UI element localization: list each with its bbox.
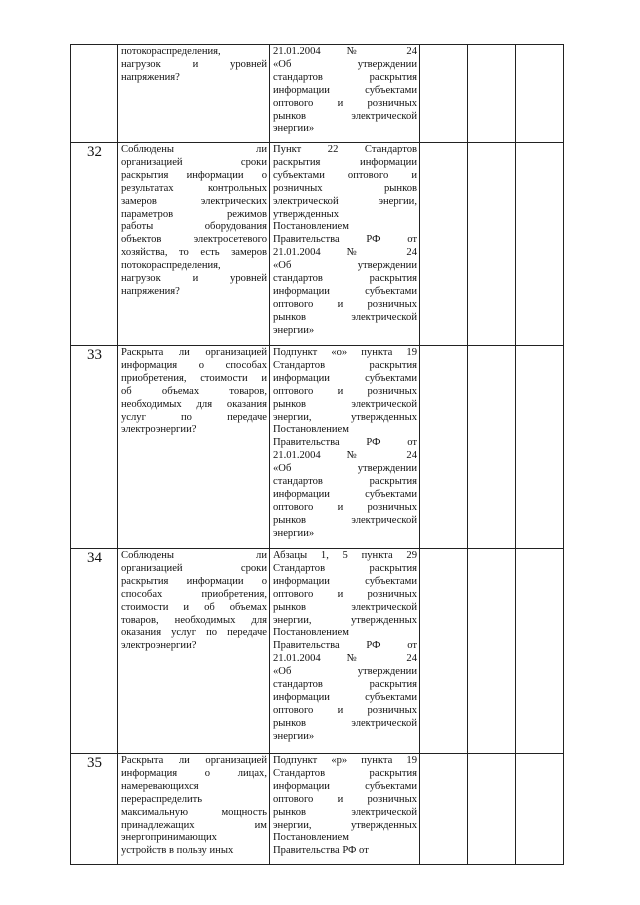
question-text-line: раскрытия информации о — [121, 169, 267, 181]
table-row — [71, 45, 564, 143]
legal-basis-text-line: информации субъектами — [273, 780, 417, 792]
legal-basis-text-line: стандартов раскрытия — [273, 476, 417, 488]
legal-basis-text-line: энергии» — [273, 123, 315, 135]
question-cell — [118, 346, 270, 549]
legal-basis-text-line: оптового и розничных — [273, 704, 417, 716]
legal-basis-text-line: стандартов раскрытия — [273, 679, 417, 691]
row-number-cell — [71, 143, 118, 346]
legal-basis-text-line: Стандартов раскрытия — [273, 359, 417, 371]
question-text-line: информация о способах — [121, 359, 267, 371]
answer-no-cell — [468, 45, 516, 143]
answer-yes-cell — [420, 754, 468, 865]
legal-basis-text-line: информации субъектами — [273, 691, 417, 703]
question-text-line: хозяйства, то есть замеров — [121, 247, 267, 259]
legal-basis-text-line: Постановлением — [273, 832, 349, 844]
legal-basis-text-line: энергии» — [273, 730, 315, 742]
legal-basis-text-line: энергии, утвержденных — [273, 614, 417, 626]
question-text-line: оказания услуг по передаче — [121, 627, 267, 639]
question-text-line: нагрузок и уровней — [121, 273, 267, 285]
checklist-table — [70, 44, 564, 865]
answer-na-cell — [516, 143, 564, 346]
row-number: 34 — [87, 550, 102, 566]
question-cell — [118, 754, 270, 865]
legal-basis-text-line: утвержденных — [273, 208, 340, 220]
question-text-line: Соблюдены ли — [121, 550, 267, 561]
legal-basis-cell — [270, 549, 420, 754]
question-text-line: напряжения? — [121, 71, 180, 83]
question-text-line: потокораспределения, — [121, 260, 221, 272]
question-text-line: энергопринимающих — [121, 832, 217, 844]
row-number-cell — [71, 45, 118, 143]
question-text-line: замеров электрических — [121, 195, 267, 207]
legal-basis-cell — [270, 143, 420, 346]
legal-basis-text-line: Правительства РФ от — [273, 437, 417, 449]
legal-basis-text-line: Абзацы 1, 5 пункта 29 — [273, 550, 417, 561]
legal-basis-text-line: 21.01.2004 № 24 — [273, 653, 417, 665]
legal-basis-text-line: раскрытия информации — [273, 156, 417, 168]
question-text-line: электроэнергии? — [121, 640, 197, 652]
question-text-line: способах приобретения, — [121, 588, 267, 600]
legal-basis-text-line: энергии» — [273, 324, 315, 336]
question-text-line: устройств в пользу иных — [121, 845, 234, 857]
row-number-cell — [71, 754, 118, 865]
legal-basis-text-line: энергии, утвержденных — [273, 411, 417, 423]
answer-yes-cell — [420, 45, 468, 143]
legal-basis-text-line: «Об утверждении — [273, 463, 417, 475]
question-text-line: приобретения, стоимости и — [121, 372, 267, 384]
legal-basis-text-line: рынков электрической — [273, 806, 417, 818]
legal-basis-text-line: стандартов раскрытия — [273, 71, 417, 83]
legal-basis-text-line: рынков электрической — [273, 398, 417, 410]
question-text-line: перераспределить — [121, 793, 203, 805]
answer-na-cell — [516, 346, 564, 549]
legal-basis-text-line: энергии, утвержденных — [273, 819, 417, 831]
question-text-line: объектов электросетевого — [121, 234, 267, 246]
row-number-cell — [71, 549, 118, 754]
question-text-line: необходимых для оказания — [121, 398, 267, 410]
answer-yes-cell — [420, 346, 468, 549]
question-text-line: об объемах товаров, — [121, 385, 267, 397]
question-text-line: результатах контрольных — [121, 182, 267, 194]
legal-basis-text-line: 21.01.2004 № 24 — [273, 450, 417, 462]
question-cell — [118, 143, 270, 346]
legal-basis-cell — [270, 346, 420, 549]
legal-basis-text-line: стандартов раскрытия — [273, 273, 417, 285]
question-text-line: электроэнергии? — [121, 424, 197, 436]
legal-basis-text-line: «Об утверждении — [273, 260, 417, 272]
question-text-line: напряжения? — [121, 285, 180, 297]
question-text-line: нагрузок и уровней — [121, 58, 267, 70]
question-text-line: Раскрыта ли организацией — [121, 347, 267, 358]
legal-basis-text-line: информации субъектами — [273, 575, 417, 587]
question-text-line: потокораспределения, — [121, 46, 221, 57]
table-row — [71, 346, 564, 549]
answer-no-cell — [468, 143, 516, 346]
legal-basis-text-line: рынков электрической — [273, 311, 417, 323]
question-text-line: информация о лицах, — [121, 767, 267, 779]
legal-basis-text-line: Правительства РФ от — [273, 640, 417, 652]
question-text-line: принадлежащих им — [121, 819, 267, 831]
legal-basis-text-line: Подпункт «р» пункта 19 — [273, 755, 417, 766]
legal-basis-text-line: Стандартов раскрытия — [273, 767, 417, 779]
legal-basis-text-line: розничных рынков — [273, 182, 417, 194]
legal-basis-text-line: информации субъектами — [273, 488, 417, 500]
legal-basis-text-line: Стандартов раскрытия — [273, 562, 417, 574]
legal-basis-text-line: рынков электрической — [273, 717, 417, 729]
answer-na-cell — [516, 45, 564, 143]
legal-basis-text-line: информации субъектами — [273, 84, 417, 96]
legal-basis-text-line: Правительства РФ от — [273, 234, 417, 246]
answer-no-cell — [468, 549, 516, 754]
row-number: 35 — [87, 755, 102, 771]
table-row — [71, 754, 564, 865]
question-text-line: организацией сроки — [121, 156, 267, 168]
answer-yes-cell — [420, 549, 468, 754]
legal-basis-text-line: рынков электрической — [273, 601, 417, 613]
legal-basis-text-line: «Об утверждении — [273, 58, 417, 70]
answer-na-cell — [516, 549, 564, 754]
legal-basis-text-line: информации субъектами — [273, 285, 417, 297]
question-text-line: товаров, необходимых для — [121, 614, 267, 626]
question-text-line: стоимости и об объемах — [121, 601, 267, 613]
question-text-line: услуг по передаче — [121, 411, 267, 423]
legal-basis-text-line: субъектами оптового и — [273, 169, 417, 181]
answer-na-cell — [516, 754, 564, 865]
legal-basis-text-line: оптового и розничных — [273, 501, 417, 513]
legal-basis-text-line: Постановлением — [273, 627, 349, 639]
legal-basis-text-line: «Об утверждении — [273, 666, 417, 678]
legal-basis-text-line: 21.01.2004 № 24 — [273, 46, 417, 57]
legal-basis-text-line: оптового и розничных — [273, 793, 417, 805]
legal-basis-text-line: оптового и розничных — [273, 588, 417, 600]
legal-basis-text-line: оптового и розничных — [273, 298, 417, 310]
row-number-cell — [71, 346, 118, 549]
legal-basis-text-line: рынков электрической — [273, 514, 417, 526]
legal-basis-text-line: Правительства РФ от — [273, 845, 369, 857]
answer-no-cell — [468, 346, 516, 549]
legal-basis-text-line: энергии» — [273, 527, 315, 539]
legal-basis-text-line: оптового и розничных — [273, 385, 417, 397]
question-cell — [118, 549, 270, 754]
question-text-line: работы оборудования — [121, 221, 267, 233]
question-text-line: максимальную мощность — [121, 806, 267, 818]
row-number: 33 — [87, 347, 102, 363]
table-row — [71, 143, 564, 346]
legal-basis-text-line: 21.01.2004 № 24 — [273, 247, 417, 259]
question-text-line: намеревающихся — [121, 780, 199, 792]
table-row — [71, 549, 564, 754]
question-text-line: Соблюдены ли — [121, 144, 267, 155]
legal-basis-text-line: Постановлением — [273, 424, 349, 436]
legal-basis-cell — [270, 754, 420, 865]
question-text-line: параметров режимов — [121, 208, 267, 220]
answer-no-cell — [468, 754, 516, 865]
question-text-line: раскрытия информации о — [121, 575, 267, 587]
legal-basis-text-line: электрической энергии, — [273, 195, 417, 207]
legal-basis-text-line: Подпункт «о» пункта 19 — [273, 347, 417, 358]
row-number: 32 — [87, 144, 102, 160]
legal-basis-text-line: Постановлением — [273, 221, 349, 233]
legal-basis-cell — [270, 45, 420, 143]
legal-basis-text-line: Пункт 22 Стандартов — [273, 144, 417, 155]
legal-basis-text-line: информации субъектами — [273, 372, 417, 384]
question-text-line: организацией сроки — [121, 562, 267, 574]
legal-basis-text-line: рынков электрической — [273, 110, 417, 122]
question-cell — [118, 45, 270, 143]
answer-yes-cell — [420, 143, 468, 346]
question-text-line: Раскрыта ли организацией — [121, 755, 267, 766]
checklist-table-body — [71, 45, 564, 865]
legal-basis-text-line: оптового и розничных — [273, 97, 417, 109]
